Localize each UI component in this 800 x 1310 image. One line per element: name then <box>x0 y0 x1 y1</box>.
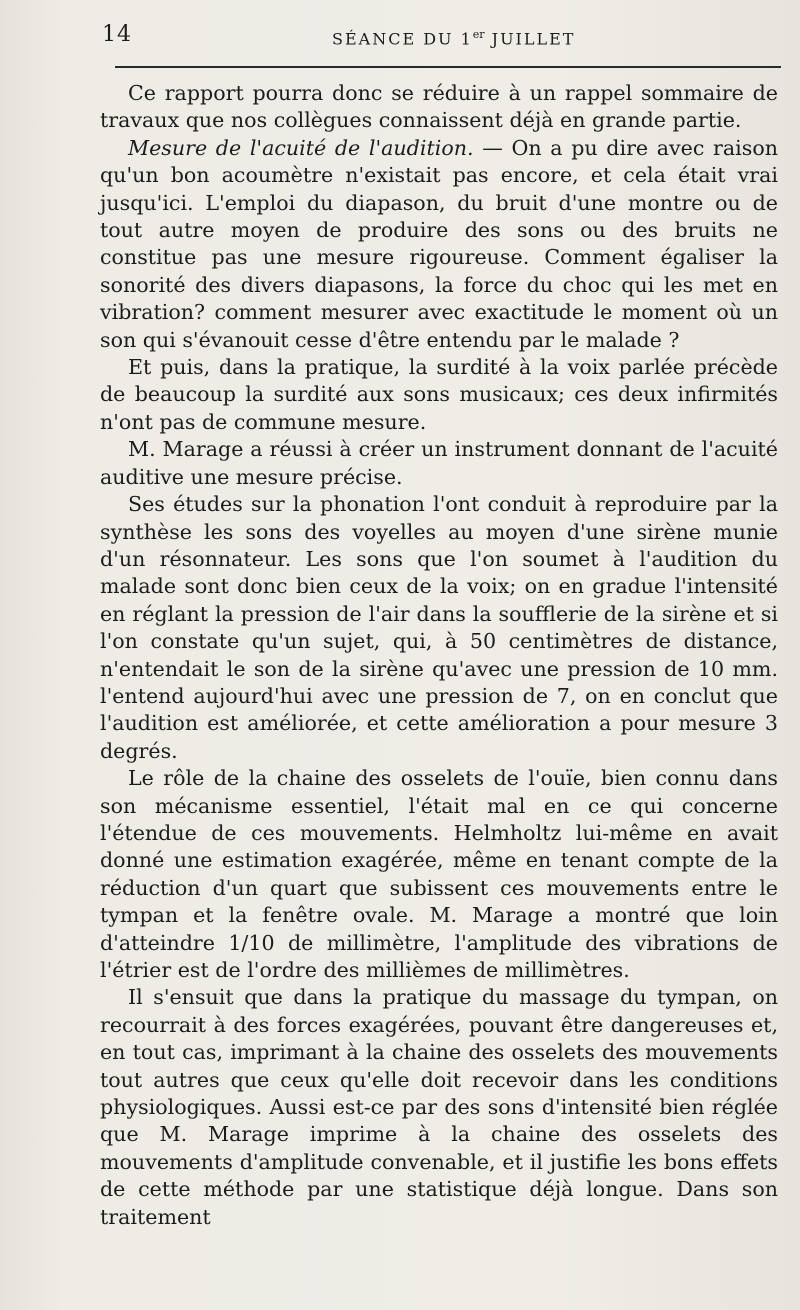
header-rule <box>115 66 781 68</box>
paragraph-text: Il s'ensuit que dans la pratique du massage du tympan, on recourrait à des forces exagérées, pouvant être dangereuses et, en tout cas, imprimant à la chaine des osselets des mouvements tout autres que ceux qu'elle doit recevoir dans les conditions physiologiques. Aussi est-ce par des sons d'intensité bien réglée que M. Marage imprime à la chaine des osselets des mouvements d'amplitude convenable, et il justifie les bons effets de cette méthode par une statistique déjà longue. Dans son traitement <box>100 985 778 1229</box>
page-number: 14 <box>102 22 132 47</box>
paragraph-text: Et puis, dans la pratique, la surdité à la voix parlée précède de beaucoup la surdité aux sons musicaux; ces deux infirmités n'ont pas de commune mesure. <box>100 355 778 434</box>
paragraph <box>100 80 778 135</box>
section-lead: Mesure de l'acuité de l'audition. <box>128 135 474 160</box>
paragraph-text: — On a pu dire avec raison qu'un bon acoumètre n'existait pas encore, et cela était vrai jusqu'ici. L'emploi du diapason, du bruit d'une montre ou de tout autre moyen de produire des sons ou des bruits ne constitue pas une mesure rigoureuse. Comment égaliser la sonorité des divers diapasons, la force du choc qui les met en vibration? comment mesurer avec exactitude le moment où un son qui s'évanouit cesse d'être entendu par le malade ? <box>100 135 778 352</box>
paragraph-text: Ce rapport pourra donc se réduire à un rappel sommaire de travaux que nos collègues connaissent déjà en grande partie. <box>100 81 778 133</box>
paragraph <box>100 491 778 765</box>
paragraph-text: Ses études sur la phonation l'ont conduit à reproduire par la synthèse les sons des voyelles au moyen d'une sirène munie d'un résonnateur. Les sons que l'on soumet à l'audition du malade sont donc bien ceux de la voix; on en gradue l'intensité en réglant la pression de l'air dans la soufflerie de la sirène et si l'on constate qu'un sujet, qui, à 50 centimètres de distance, n'entendait le son de la sirène qu'avec une pression de 10 mm. l'entend aujourd'hui avec une pression de 7, on en conclut que l'audition est améliorée, et cette amélioration a pour mesure 3 degrés. <box>100 492 778 763</box>
paragraph <box>100 984 778 1231</box>
paragraph <box>100 354 778 436</box>
body-text <box>100 80 778 1231</box>
running-head-main: SÉANCE DU 1 <box>332 29 473 49</box>
page-header <box>100 16 780 56</box>
paragraph-text: Le rôle de la chaine des osselets de l'ouïe, bien connu dans son mécanisme essentiel, l'était mal en ce qui concerne l'étendue de ces mouvements. Helmholtz lui-même en avait donné une estimation exagérée, même en tenant compte de la réduction d'un quart que subissent ces mouvements entre le tympan et la fenêtre ovale. M. Marage a montré que loin d'atteindre 1/10 de millimètre, l'amplitude des vibrations de l'étrier est de l'ordre des millièmes de millimètres. <box>100 766 778 982</box>
paragraph <box>100 436 778 491</box>
paragraph-text: M. Marage a réussi à créer un instrument donnant de l'acuité auditive une mesure précise. <box>100 437 778 489</box>
paragraph <box>100 135 778 354</box>
running-head-end: JUILLET <box>484 29 576 49</box>
running-head <box>332 28 575 48</box>
paragraph <box>100 765 778 984</box>
running-head-sup: er <box>472 28 485 41</box>
